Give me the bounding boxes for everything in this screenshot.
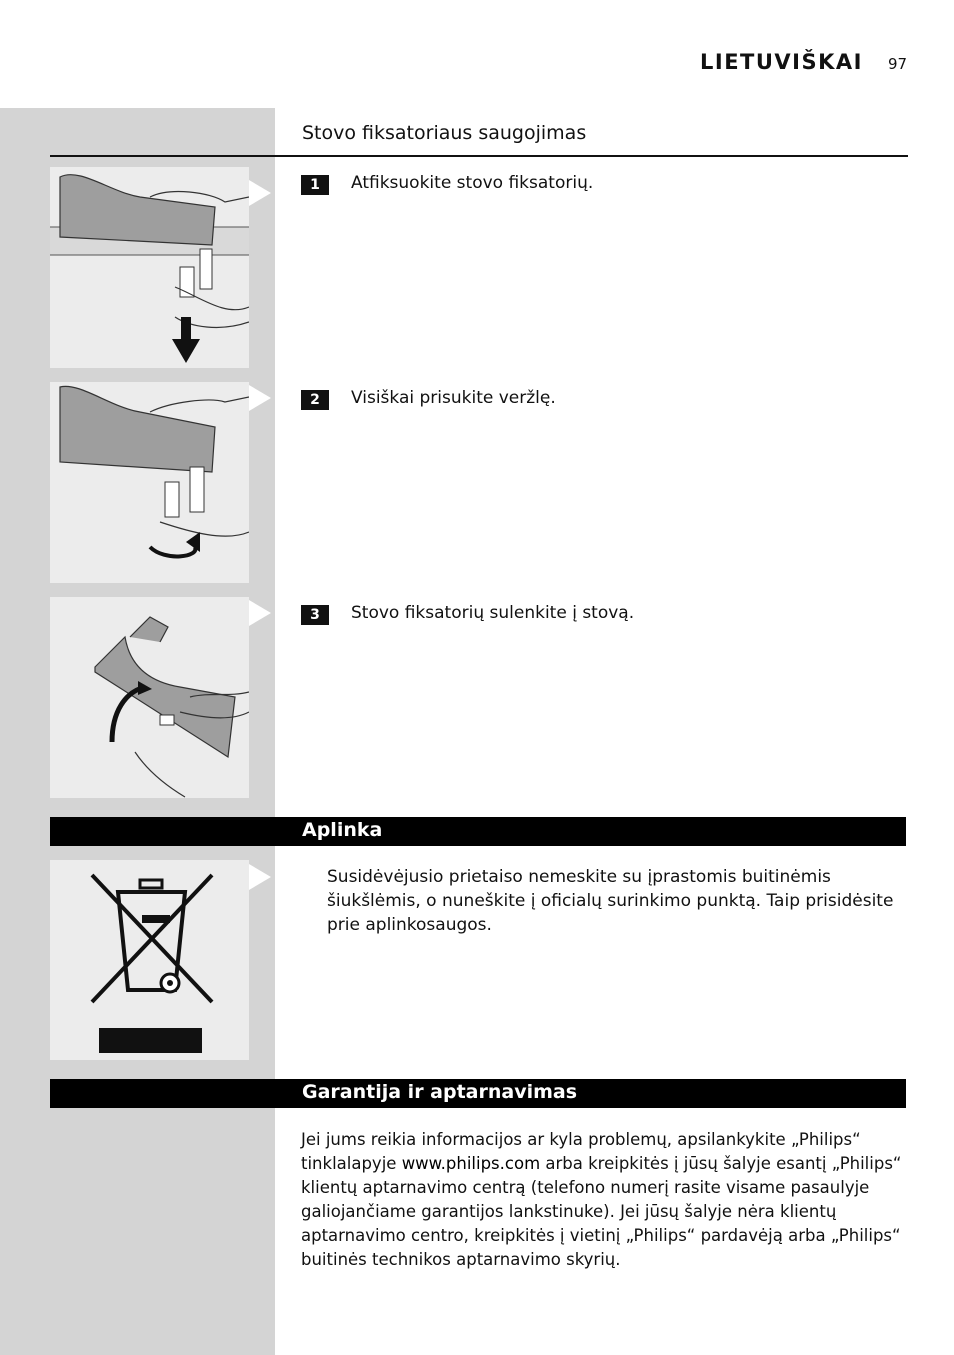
step-1-illustration bbox=[50, 167, 249, 368]
guarantee-line: aptarnavimo centro, kreipkitės į vietinį „Philips“ pardavėją arba „Philips“ bbox=[301, 1226, 901, 1245]
step-2-pointer bbox=[249, 385, 271, 411]
environment-pointer bbox=[249, 864, 271, 890]
step-2-text: Visiškai prisukite veržlę. bbox=[351, 388, 556, 408]
step-1-pointer bbox=[249, 180, 271, 206]
step-3-illustration bbox=[50, 597, 249, 798]
page-number: 97 bbox=[888, 55, 908, 73]
guarantee-text: tinklalapyje bbox=[301, 1154, 402, 1173]
step-2-illustration bbox=[50, 382, 249, 583]
guarantee-line: klientų aptarnavimo centrą (telefono numerį rasite visame pasaulyje bbox=[301, 1178, 870, 1197]
guarantee-text: arba kreipkitės į jūsų šalyje esantį „Philips“ bbox=[540, 1154, 902, 1173]
step-1-number: 1 bbox=[301, 175, 329, 195]
step-3-number: 3 bbox=[301, 605, 329, 625]
guarantee-banner bbox=[50, 1079, 906, 1108]
guarantee-title: Garantija ir aptarnavimas bbox=[302, 1081, 578, 1103]
environment-line: šiukšlėmis, o nuneškite į oficialų surinkimo punktą. Taip prisidėsite bbox=[327, 891, 894, 911]
step-2-number: 2 bbox=[301, 390, 329, 410]
guarantee-line: buitinės technikos aptarnavimo skyrių. bbox=[301, 1250, 621, 1269]
language-header: LIETUVIŠKAI bbox=[700, 50, 863, 74]
weee-bin-illustration bbox=[50, 860, 249, 1060]
environment-paragraph bbox=[327, 865, 907, 937]
guarantee-paragraph bbox=[301, 1128, 907, 1272]
guarantee-line: galiojančiame garantijos lankstinuke). Jei jūsų šalyje nėra klientų bbox=[301, 1202, 837, 1221]
guarantee-line-with-link bbox=[301, 1152, 907, 1176]
environment-line: Susidėvėjusio prietaiso nemeskite su įprastomis buitinėmis bbox=[327, 867, 831, 887]
philips-website-link[interactable]: www.philips.com bbox=[401, 1154, 541, 1173]
step-1-text: Atfiksuokite stovo fiksatorių. bbox=[351, 173, 594, 193]
environment-title: Aplinka bbox=[302, 819, 383, 841]
step-3-pointer bbox=[249, 600, 271, 626]
step-3-text: Stovo fiksatorių sulenkite į stovą. bbox=[351, 603, 635, 623]
environment-banner bbox=[50, 817, 906, 846]
section-title: Stovo fiksatoriaus saugojimas bbox=[302, 122, 587, 144]
environment-line: prie aplinkosaugos. bbox=[327, 915, 492, 935]
guarantee-line: Jei jums reikia informacijos ar kyla problemų, apsilankykite „Philips“ bbox=[301, 1130, 861, 1149]
section-rule bbox=[50, 155, 908, 157]
